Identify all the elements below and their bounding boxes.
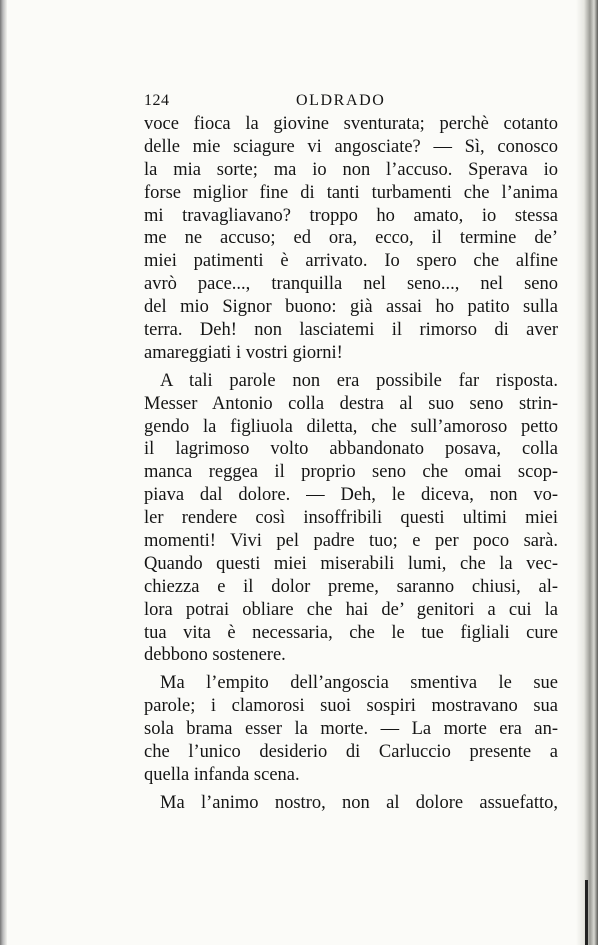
text-line: miei patimenti è arrivato. Io spero che alfine bbox=[144, 251, 558, 272]
text-line: Ma l’animo nostro, non al dolore assuefatto, bbox=[160, 792, 558, 813]
text-line: mi travagliavano? troppo ho amato, io stessa bbox=[144, 205, 558, 226]
text-line: debbono sostenere. bbox=[144, 645, 286, 666]
text-line: parole; i clamorosi suoi sospiri mostravano sua bbox=[144, 696, 558, 717]
text-line: momenti! Vivi pel padre tuo; e per poco sarà. bbox=[144, 531, 558, 552]
paragraph-4 bbox=[144, 792, 558, 815]
text-line: sola brama esser la morte. — La morte era an- bbox=[144, 719, 558, 740]
binding-mark bbox=[585, 880, 588, 945]
text-line: tua vita è necessaria, che le tue figliali cure bbox=[144, 622, 558, 643]
text-line: del mio Signor buono: già assai ho patito sulla bbox=[144, 297, 558, 318]
text-line: quella infanda scena. bbox=[144, 764, 300, 785]
page-header bbox=[144, 90, 558, 113]
page-number: 124 bbox=[144, 92, 170, 109]
text-line: che l’unico desiderio di Carluccio presente a bbox=[144, 742, 558, 763]
text-line: lora potrai obliare che hai de’ genitori a cui la bbox=[144, 599, 558, 620]
text-line: Messer Antonio colla destra al suo seno strin- bbox=[144, 393, 558, 414]
paragraph-3 bbox=[144, 672, 558, 786]
text-line: Ma l’empito dell’angoscia smentiva le sue bbox=[160, 673, 558, 694]
paragraph-1 bbox=[144, 113, 558, 365]
page-right-edge bbox=[576, 0, 598, 945]
text-line: A tali parole non era possibile far risposta. bbox=[160, 370, 558, 391]
text-line: piava dal dolore. — Deh, le diceva, non vo- bbox=[144, 485, 558, 506]
text-line: terra. Deh! non lasciatemi il rimorso di aver bbox=[144, 320, 558, 341]
text-line: chiezza e il dolor preme, saranno chiusi, al- bbox=[144, 576, 558, 597]
text-line: forse miglior fine di tanti turbamenti che l’anima bbox=[144, 182, 558, 203]
text-line: la mia sorte; ma io non l’accuso. Sperava io bbox=[144, 159, 558, 180]
page-left-edge bbox=[0, 0, 7, 945]
text-line: voce fioca la giovine sventurata; perchè cotanto bbox=[144, 114, 558, 134]
paragraph-2 bbox=[144, 370, 558, 668]
text-line: gendo la figliuola diletta, che sull’amoroso petto bbox=[144, 416, 558, 437]
running-title: OLDRADO bbox=[296, 92, 386, 109]
text-line: Quando questi miei miserabili lumi, che la vec- bbox=[144, 553, 558, 574]
text-block bbox=[144, 90, 558, 815]
text-line: ler rendere così insoffribili questi ultimi miei bbox=[144, 508, 558, 529]
text-line: amareggiati i vostri giorni! bbox=[144, 342, 343, 363]
text-line: avrò pace..., tranquilla nel seno..., nel seno bbox=[144, 274, 558, 295]
text-line: il lagrimoso volto abbandonato posava, colla bbox=[144, 439, 558, 460]
text-line: manca reggea il proprio seno che omai scop- bbox=[144, 462, 558, 483]
text-line: me ne accuso; ed ora, ecco, il termine de’ bbox=[144, 228, 558, 249]
text-line: delle mie sciagure vi angosciate? — Sì, conosco bbox=[144, 136, 558, 157]
